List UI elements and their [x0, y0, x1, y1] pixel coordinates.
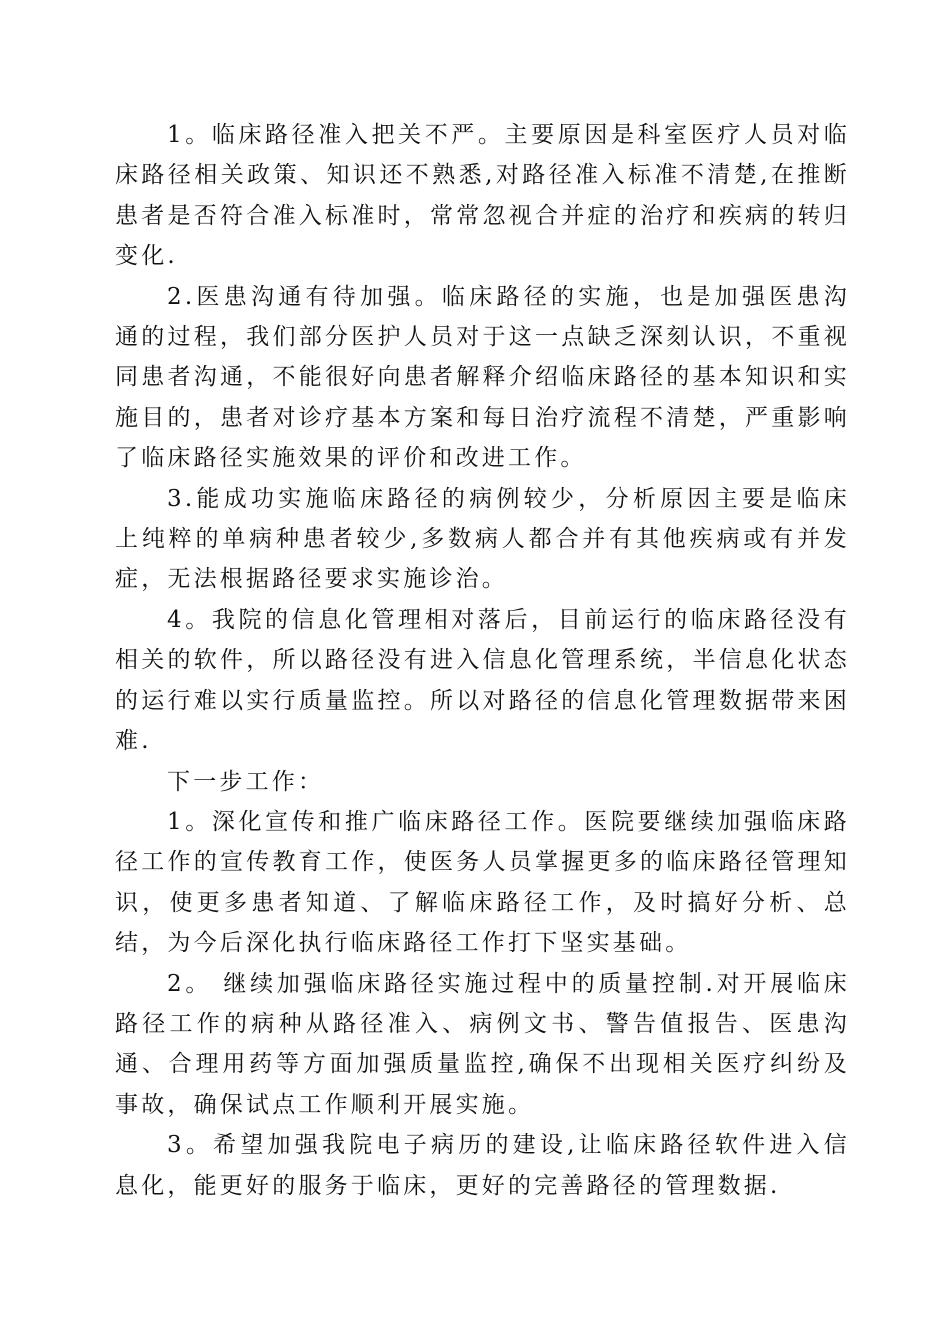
paragraph-step-3: 3。希望加强我院电子病历的建设,让临床路径软件进入信息化，能更好的服务于临床，更好的完善路径的管理数据.	[115, 1132, 850, 1199]
paragraph-issue-3: 3.能成功实施临床路径的病例较少，分析原因主要是临床上纯粹的单病种患者较少,多数病人都合并有其他疾病或有并发症，无法根据路径要求实施诊治。	[115, 485, 850, 593]
paragraph-issue-4: 4。我院的信息化管理相对落后，目前运行的临床路径没有相关的软件，所以路径没有进入信息化管理系统，半信息化状态的运行难以实行质量监控。所以对路径的信息化管理数据带来困难.	[115, 606, 850, 755]
section-heading-next-steps: 下一步工作：	[167, 768, 325, 795]
paragraph-step-2: 2。 继续加强临床路径实施过程中的质量控制.对开展临床路径工作的病种从路径准入、病例文书、警告值报告、医患沟通、合理用药等方面加强质量监控,确保不出现相关医疗纠纷及事故，确保试点工作顺利开展实施。	[115, 970, 850, 1118]
paragraph-issue-1: 1。临床路径准入把关不严。主要原因是科室医疗人员对临床路径相关政策、知识还不熟悉,对路径准入标准不清楚,在推断患者是否符合准入标准时，常常忽视合并症的治疗和疾病的转归变化.	[115, 122, 850, 270]
paragraph-issue-2: 2.医患沟通有待加强。临床路径的实施，也是加强医患沟通的过程，我们部分医护人员对于这一点缺乏深刻认识，不重视同患者沟通，不能很好向患者解释介绍临床路径的基本知识和实施目的，患者对诊疗基本方案和每日治疗流程不清楚，严重影响了临床路径实施效果的评价和改进工作。	[115, 283, 850, 472]
document-body	[115, 115, 850, 1206]
paragraph-step-1: 1。深化宣传和推广临床路径工作。医院要继续加强临床路径工作的宣传教育工作，使医务人员掌握更多的临床路径管理知识，使更多患者知道、了解临床路径工作，及时搞好分析、总结，为今后深化执行临床路径工作打下坚实基础。	[115, 808, 850, 957]
